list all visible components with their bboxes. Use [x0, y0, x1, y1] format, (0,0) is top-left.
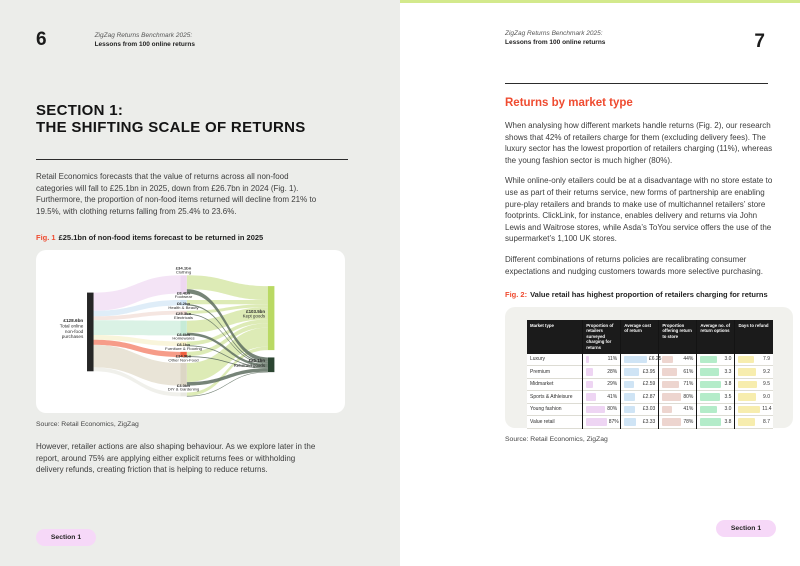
cell-bar: [624, 393, 634, 401]
value-cell: 29%: [583, 378, 621, 391]
svg-text:Electricals: Electricals: [173, 315, 194, 320]
table-header-cell: Days to refund: [735, 320, 773, 354]
intro-paragraph: Retail Economics forecasts that the value of returns across all non-food categories will fall to £25.1bn in 2025, down from £26.7bn in 2024 (Fig. 1). Furthermore, the proportion of non-food items returned will decline from 21% to 19.5%, with clothing returns falling from 25.4% to 23.6%.: [36, 172, 317, 216]
cell-bar: [700, 393, 720, 401]
svg-text:£25.3bn: £25.3bn: [175, 311, 192, 316]
rule: [505, 83, 768, 84]
value-cell: 3.8: [697, 416, 735, 429]
svg-text:£3.0bn: £3.0bn: [176, 382, 191, 388]
value-cell: 9.0: [735, 391, 773, 404]
value-cell: 28%: [583, 366, 621, 379]
cell-bar: [586, 381, 593, 389]
cell-bar: [738, 356, 753, 364]
svg-text:£103.5bn: £103.5bn: [246, 308, 266, 314]
fig1-caption-text: £25.1bn of non-food items forecast to be returned in 2025: [58, 233, 264, 243]
section-heading-line2: THE SHIFTING SCALE OF RETURNS: [36, 118, 306, 136]
section-heading: [36, 102, 348, 137]
sankey-figure: [36, 250, 345, 413]
value-cell: 80%: [583, 403, 621, 416]
cell-bar: [662, 393, 681, 401]
market-type-cell: Luxury: [527, 354, 583, 366]
cell-bar: [662, 356, 672, 364]
cell-bar: [624, 381, 633, 389]
cell-bar: [700, 368, 719, 376]
market-type-cell: Sports & Athleisure: [527, 391, 583, 404]
svg-text:£8.6bn: £8.6bn: [176, 331, 191, 337]
table-row: [527, 354, 773, 366]
cell-bar: [738, 368, 756, 376]
cell-bar: [700, 406, 717, 414]
value-cell: 9.5: [735, 378, 773, 391]
value-cell: £2.87: [621, 391, 659, 404]
cell-bar: [700, 418, 721, 426]
page-header: [505, 30, 793, 51]
value-cell: 3.3: [697, 366, 735, 379]
value-cell: 8.7: [735, 416, 773, 429]
fig2-label: Fig. 2:: [505, 290, 528, 300]
svg-text:£128.6bn: £128.6bn: [63, 318, 84, 323]
svg-text:Clothing: Clothing: [175, 269, 192, 275]
svg-text:Furniture & Flooring: Furniture & Flooring: [165, 346, 202, 351]
table-row: [527, 391, 773, 404]
market-type-cell: Young fashion: [527, 403, 583, 416]
value-cell: 11%: [583, 354, 621, 366]
cell-bar: [738, 381, 756, 389]
svg-text:Total online: Total online: [59, 323, 84, 329]
value-cell: 11.4: [735, 403, 773, 416]
value-cell: 78%: [659, 416, 697, 429]
value-cell: 41%: [583, 391, 621, 404]
table-header-cell: Market type: [527, 320, 583, 354]
rule: [36, 159, 348, 160]
market-type-table: [527, 320, 773, 429]
value-cell: 9.2: [735, 366, 773, 379]
value-cell: 71%: [659, 378, 697, 391]
doc-title-line1: ZigZag Returns Benchmark 2025:: [505, 30, 603, 37]
table-row: [527, 366, 773, 379]
cell-bar: [738, 418, 755, 426]
svg-text:£6.2bn: £6.2bn: [176, 301, 191, 306]
table-header-cell: Proportion offering return to store: [659, 320, 697, 354]
svg-text:Returned goods: Returned goods: [233, 363, 266, 368]
fig2-source: Source: Retail Economics, ZigZag: [505, 435, 608, 443]
page-header: [36, 30, 348, 50]
cell-bar: [662, 381, 679, 389]
cell-bar: [586, 406, 605, 414]
doc-title: [95, 32, 195, 50]
table-header-cell: Average cost of return: [621, 320, 659, 354]
value-cell: £2.59: [621, 378, 659, 391]
value-cell: 41%: [659, 403, 697, 416]
closing-paragraph: However, retailer actions are also shaping behaviour. As we explore later in the report, around 75% are applying either explicit returns fees or withholding delivery refunds, creating friction that is helping to reduce returns.: [36, 441, 316, 475]
svg-text:purchases: purchases: [61, 334, 84, 339]
cell-bar: [700, 381, 721, 389]
svg-text:Health & Beauty: Health & Beauty: [168, 305, 199, 310]
cell-bar: [586, 418, 607, 426]
body-paragraph-3: Different combinations of returns policies are recalibrating consumer expectations and nudging customers towards more selective purchasing.: [505, 254, 763, 276]
page-number: 6: [36, 29, 47, 50]
market-type-cell: Premium: [527, 366, 583, 379]
section-badge[interactable]: Section 1: [36, 529, 96, 546]
table-row: [527, 416, 773, 429]
market-table-figure: [505, 307, 793, 428]
value-cell: £3.33: [621, 416, 659, 429]
cell-bar: [662, 406, 672, 414]
cell-bar: [662, 368, 676, 376]
doc-title-line1: ZigZag Returns Benchmark 2025:: [94, 32, 193, 39]
market-type-cell: Midmarket: [527, 378, 583, 391]
value-cell: 44%: [659, 354, 697, 366]
cell-bar: [586, 393, 596, 401]
returns-by-market-heading: Returns by market type: [505, 97, 633, 109]
svg-text:non-food: non-food: [64, 328, 84, 334]
cell-bar: [624, 418, 636, 426]
cell-bar: [738, 393, 755, 401]
fig2-caption-text: Value retail has highest proportion of retailers charging for returns: [530, 290, 768, 300]
page-right: [400, 0, 800, 566]
value-cell: 3.5: [697, 391, 735, 404]
svg-text:£8.1bn: £8.1bn: [176, 342, 191, 348]
value-cell: 7.9: [735, 354, 773, 366]
cell-bar: [738, 406, 760, 414]
fig1-caption: [36, 233, 348, 242]
value-cell: £3.95: [621, 366, 659, 379]
svg-text:Homewares: Homewares: [172, 335, 195, 341]
table-header-cell: Average no. of return options: [697, 320, 735, 354]
section-badge[interactable]: Section 1: [716, 520, 776, 537]
fig1-source: Source: Retail Economics, ZigZag: [36, 420, 139, 428]
page-number: 7: [754, 31, 765, 52]
value-cell: £3.03: [621, 403, 659, 416]
svg-text:Kept goods: Kept goods: [242, 313, 266, 319]
section-heading-line1: SECTION 1:: [36, 101, 124, 119]
body-paragraph-1: When analysing how different markets handle returns (Fig. 2), our research shows that 42% of retailers charge for them (excluding delivery fees). The luxury sector has the lowest proportion of retailers charging (11%), whereas the young fashion sector is much higher (80%).: [505, 121, 773, 165]
lime-top-bar: [400, 0, 800, 3]
cell-bar: [624, 368, 638, 376]
value-cell: 3.8: [697, 378, 735, 391]
value-cell: £6.25: [621, 354, 659, 366]
cell-bar: [662, 418, 680, 426]
value-cell: 3.0: [697, 354, 735, 366]
svg-text:£25.1bn: £25.1bn: [248, 358, 266, 364]
fig2-caption: [505, 290, 793, 299]
cell-bar: [624, 406, 635, 414]
svg-text:£8.4bn: £8.4bn: [176, 290, 191, 296]
table-row: [527, 378, 773, 391]
table-header-cell: Proportion of retailers surveyed charging for returns: [583, 320, 621, 354]
svg-text:£34.1bn: £34.1bn: [175, 265, 192, 271]
svg-text:DIY & Gardening: DIY & Gardening: [167, 386, 200, 392]
market-type-cell: Value retail: [527, 416, 583, 429]
svg-text:£34.9bn: £34.9bn: [175, 353, 192, 359]
svg-text:Footwear: Footwear: [174, 294, 193, 300]
value-cell: 80%: [659, 391, 697, 404]
value-cell: 87%: [583, 416, 621, 429]
sankey-chart: [46, 258, 335, 405]
cell-bar: [586, 356, 588, 364]
value-cell: 3.0: [697, 403, 735, 416]
cell-bar: [586, 368, 593, 376]
fig1-label: Fig. 1: [36, 233, 56, 243]
svg-text:Other Non-Food: Other Non-Food: [168, 357, 199, 363]
doc-title: [505, 30, 605, 48]
doc-title-line2: Lessons from 100 online returns: [505, 38, 606, 46]
cell-bar: [624, 356, 647, 364]
table-row: [527, 403, 773, 416]
value-cell: 61%: [659, 366, 697, 379]
cell-bar: [700, 356, 717, 364]
doc-title-line2: Lessons from 100 online returns: [94, 40, 195, 48]
body-paragraph-2: While online-only etailers could be at a disadvantage with no store estate to use as part of their returns service, new forms of partnership are enabling pure-play retailers and brands to make use of multichannel retailers’ store footprints. ClickLink, for instance, enables delivery and returns via John Lewis and Waitrose stores, while Asda’s ToYou service offers the use of the supermarket’s 1,100 UK stores.: [505, 176, 773, 244]
